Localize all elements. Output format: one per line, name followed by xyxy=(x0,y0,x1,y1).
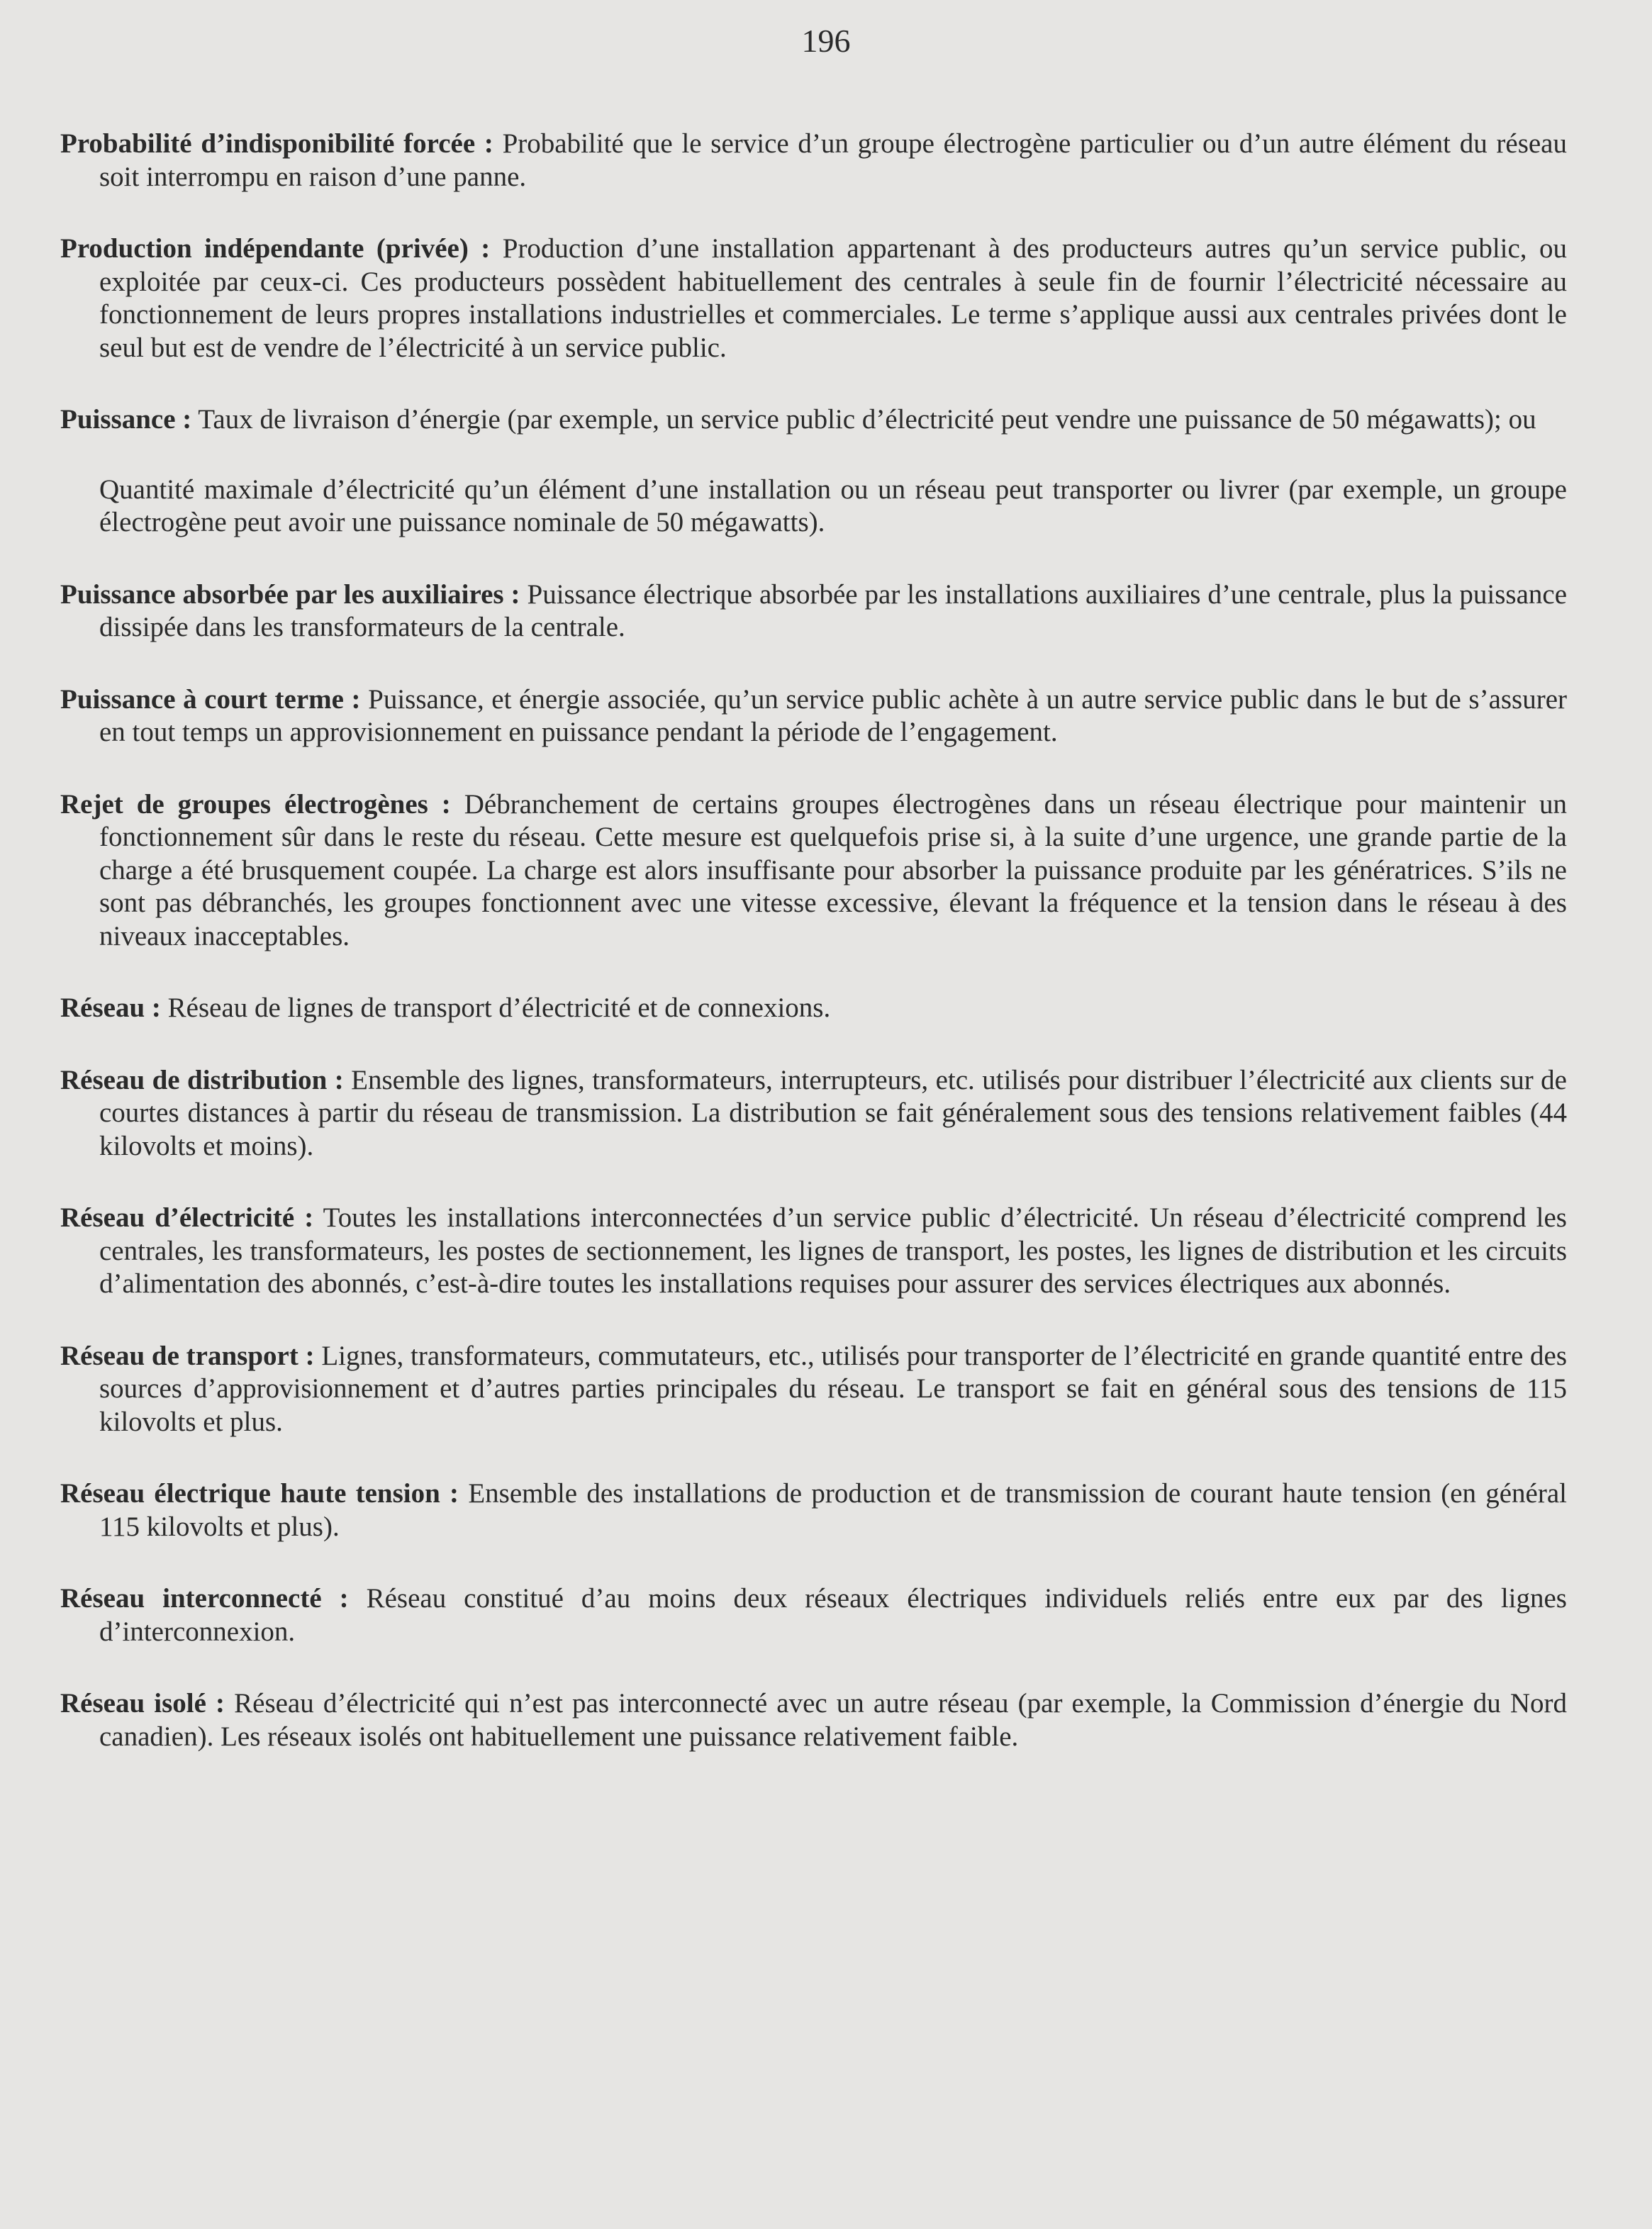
glossary-definition: Réseau d’électricité qui n’est pas interconnecté avec un autre réseau (par exemple, la Commission d’énergie du Nord canadien). Les réseaux isolés ont habituellement une puissance relativement faible. xyxy=(99,1688,1567,1752)
glossary-entry xyxy=(60,233,1567,364)
glossary-definition: Lignes, transformateurs, commutateurs, etc., utilisés pour transporter de l’électricité en grande quantité entre des sources d’approvisionnement et d’autres parties principales du réseau. Le transport se fait en général sous des tensions de 115 kilovolts et plus. xyxy=(99,1340,1567,1437)
glossary-term: Probabilité d’indisponibilité forcée : xyxy=(60,128,493,159)
glossary-term: Réseau interconnecté : xyxy=(60,1583,349,1614)
glossary-term: Réseau de transport : xyxy=(60,1340,315,1371)
glossary-definition: Ensemble des installations de production et de transmission de courant haute tension (en général 115 kilovolts et plus). xyxy=(99,1478,1568,1542)
glossary-entry xyxy=(60,1202,1567,1301)
glossary-list xyxy=(60,128,1567,1792)
glossary-definition: Probabilité que le service d’un groupe électrogène particulier ou d’un autre élément du réseau soit interrompu en raison d’une panne. xyxy=(99,128,1567,192)
glossary-definition: Toutes les installations interconnectées d’un service public d’électricité. Un réseau d’électricité comprend les centrales, les transformateurs, les postes de sectionnement, les lignes de transport, les postes, les lignes de distribution et les circuits d’alimentation des abonnés, c’est-à-dire toutes les installations requises pour assurer des services électriques aux abonnés. xyxy=(99,1202,1567,1299)
glossary-entry xyxy=(60,403,1567,540)
glossary-entry xyxy=(60,1582,1567,1648)
glossary-definition: Taux de livraison d’énergie (par exemple, un service public d’électricité peut vendre une puissance de 50 mégawatts); ou xyxy=(198,404,1536,435)
glossary-entry xyxy=(60,1477,1567,1543)
glossary-definition-continuation: Quantité maximale d’électricité qu’un élément d’une installation ou un réseau peut transporter ou livrer (par exemple, un groupe électrogène peut avoir une puissance nominale de 50 mégawatts). xyxy=(99,474,1567,537)
glossary-entry xyxy=(60,788,1567,954)
glossary-term: Réseau : xyxy=(60,993,161,1023)
glossary-term: Réseau d’électricité : xyxy=(60,1202,314,1233)
glossary-term: Réseau électrique haute tension : xyxy=(60,1478,459,1509)
glossary-term: Réseau isolé : xyxy=(60,1688,225,1719)
glossary-entry xyxy=(60,1064,1567,1163)
glossary-definition: Production d’une installation appartenant à des producteurs autres qu’un service public, ou exploitée par ceux-ci. Ces producteurs possèdent habituellement des centrales à seule fin de fournir l’électricité nécessaire au fonctionnement de leurs propres installations industrielles et commerciales. Le terme s’applique aussi aux centrales privées dont le seul but est de vendre de l’électricité à un service public. xyxy=(99,233,1568,363)
glossary-entry xyxy=(60,683,1567,749)
glossary-entry xyxy=(60,1687,1567,1753)
glossary-entry xyxy=(60,1340,1567,1439)
glossary-definition: Puissance électrique absorbée par les installations auxiliaires d’une centrale, plus la puissance dissipée dans les transformateurs de la centrale. xyxy=(99,579,1567,642)
glossary-definition: Débranchement de certains groupes électrogènes dans un réseau électrique pour maintenir un fonctionnement sûr dans le reste du réseau. Cette mesure est quelquefois prise si, à la suite d’une urgence, une grande partie de la charge a été brusquement coupée. La charge est alors insuffisante pour absorber la puissance produite par les génératrices. S’ils ne sont pas débranchés, les groupes fonctionnent avec une vitesse excessive, élevant la fréquence et la tension dans le réseau à des niveaux inacceptables. xyxy=(99,788,1567,951)
glossary-definition: Puissance, et énergie associée, qu’un service public achète à un autre service public dans le but de s’assurer en tout temps un approvisionnement en puissance pendant la période de l’engagement. xyxy=(99,683,1568,747)
glossary-term: Production indépendante (privée) : xyxy=(60,233,491,264)
glossary-term: Rejet de groupes électrogènes : xyxy=(60,788,451,820)
glossary-definition: Ensemble des lignes, transformateurs, interrupteurs, etc. utilisés pour distribuer l’électricité aux clients sur de courtes distances à partir du réseau de transmission. La distribution se fait généralement sous des tensions relativement faibles (44 kilovolts et moins). xyxy=(99,1064,1567,1161)
page-number: 196 xyxy=(801,23,851,59)
glossary-term: Puissance à court terme : xyxy=(60,683,361,715)
glossary-term: Puissance : xyxy=(60,404,192,435)
glossary-entry xyxy=(60,992,1567,1025)
glossary-definition: Réseau de lignes de transport d’électricité et de connexions. xyxy=(167,993,831,1023)
glossary-term: Réseau de distribution : xyxy=(60,1064,344,1095)
glossary-entry xyxy=(60,579,1567,644)
glossary-definition: Réseau constitué d’au moins deux réseaux électriques individuels reliés entre eux par des lignes d’interconnexion. xyxy=(99,1583,1567,1647)
glossary-term: Puissance absorbée par les auxiliaires : xyxy=(60,579,520,610)
glossary-entry xyxy=(60,128,1567,194)
